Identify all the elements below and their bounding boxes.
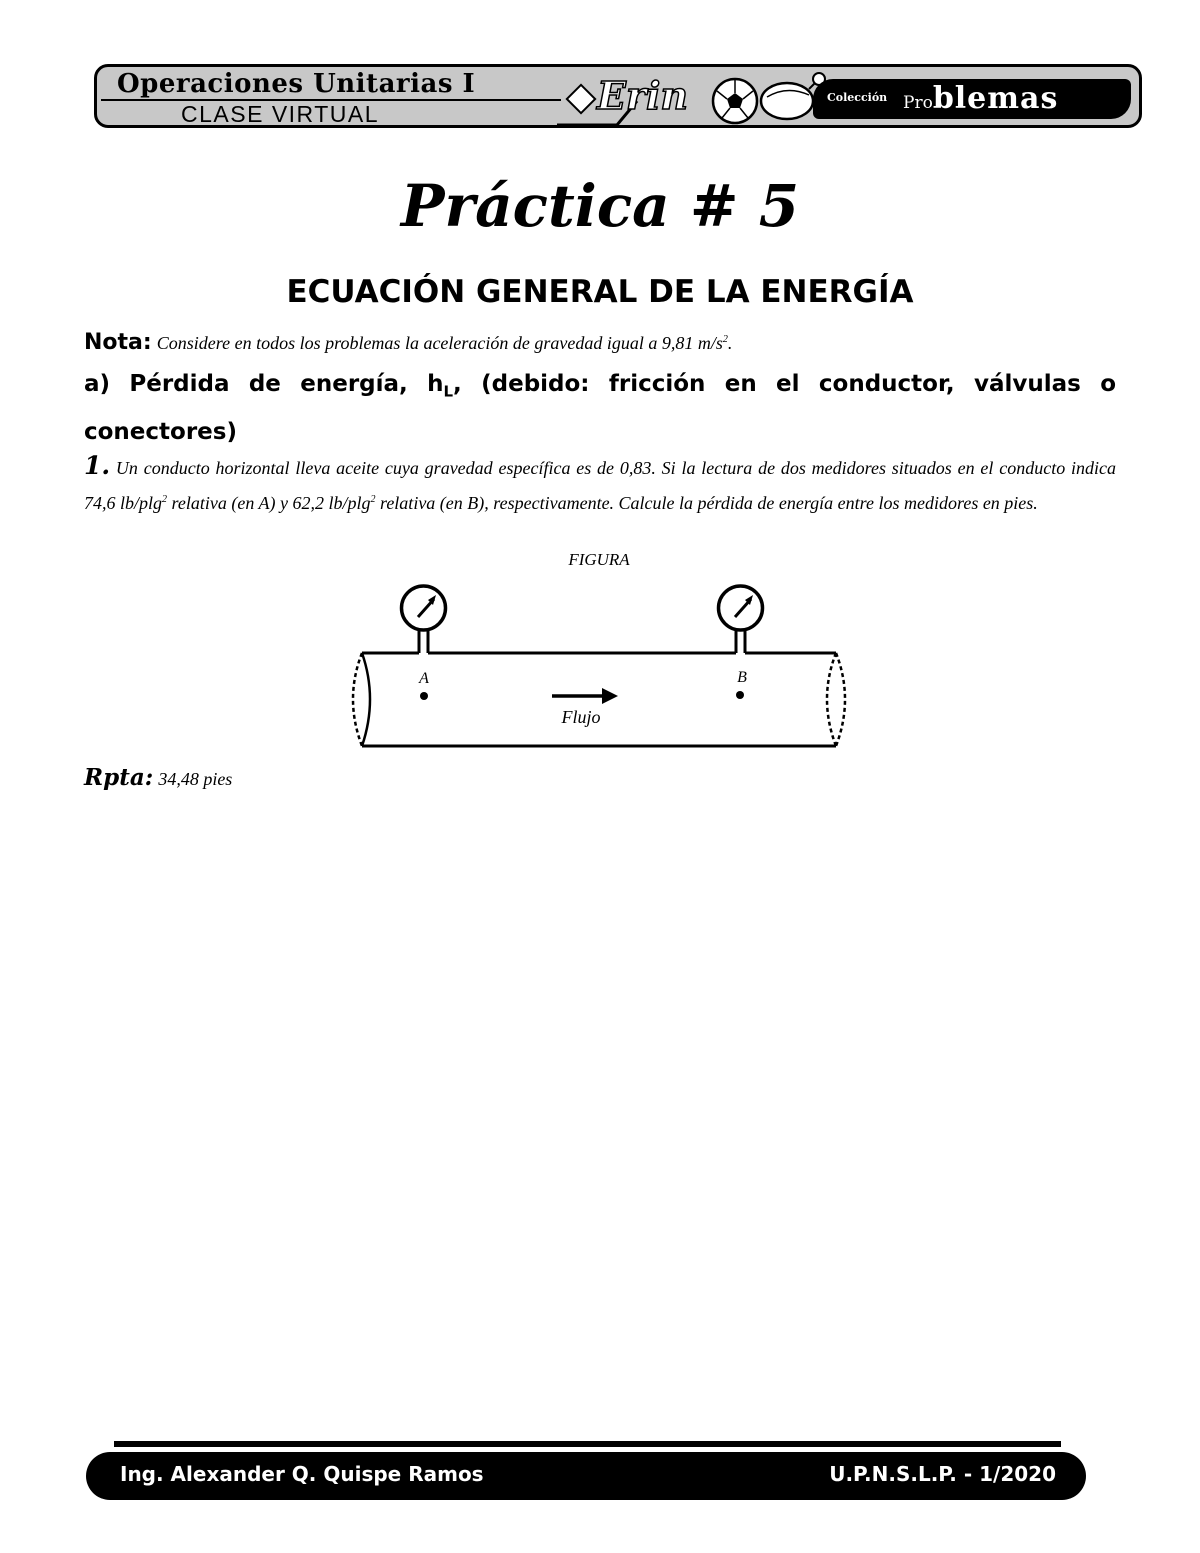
section-heading: a) Pérdida de energía, $h_L$, (debido: fricción en el conductor, válvulas o conectores) — [84, 371, 1116, 445]
pressure-gauge-b-icon — [719, 586, 763, 653]
point-a-marker — [420, 692, 428, 700]
answer — [84, 764, 232, 791]
footer-bar — [86, 1452, 1086, 1500]
point-b-label: B — [737, 669, 747, 686]
footer-divider — [114, 1441, 1061, 1447]
author-name: Ing. Alexander Q. Quispe Ramos — [120, 1462, 484, 1486]
institution-term: U.P.N.S.L.P. - 1/2020 — [829, 1462, 1056, 1486]
flow-arrow-icon — [552, 688, 618, 704]
figure-caption: FIGURA — [568, 550, 630, 569]
logo-text: Erin — [597, 73, 689, 118]
diamond-icon — [567, 85, 595, 113]
answer-label: Rpta: — [84, 764, 154, 791]
page-subtitle: ECUACIÓN GENERAL DE LA ENERGÍA — [286, 274, 914, 310]
coleccion-label: Colección — [827, 91, 888, 104]
problemas-badge — [813, 79, 1131, 119]
problem-number: 1. — [84, 451, 111, 480]
problem-statement: 1. Un conducto horizontal lleva aceite cuya gravedad específica es de 0,83. Si la lectura de dos medidores situados en el conducto indica 74,6 lb/plg$^2$ relativa (en A) y 62,2 lb/plg$^2$ relativa (en B), respectivamente. Calcule la pérdida de energía entre los medidores en pies. — [84, 451, 1116, 513]
problemas-label: Problemas — [903, 81, 1059, 116]
flow-label: Flujo — [561, 707, 601, 727]
point-a-label: A — [419, 670, 429, 687]
pipe-figure — [340, 545, 860, 760]
header-banner — [94, 64, 1142, 128]
note-text: Considere en todos los problemas la aceleración de gravedad igual a 9,81 $m/s^2$. — [156, 333, 733, 353]
pressure-gauge-a-icon — [402, 586, 446, 653]
note-label: Nota: — [84, 330, 152, 355]
note — [84, 330, 732, 355]
course-title: Operaciones Unitarias I — [117, 69, 476, 99]
class-type: CLASE VIRTUAL — [181, 101, 380, 127]
page-title: Práctica # 5 — [400, 172, 800, 240]
erin-logo — [557, 67, 837, 127]
flask-icon — [761, 83, 813, 119]
pipe — [353, 653, 845, 746]
point-b-marker — [736, 691, 744, 699]
answer-value: 34,48 pies — [158, 769, 233, 789]
